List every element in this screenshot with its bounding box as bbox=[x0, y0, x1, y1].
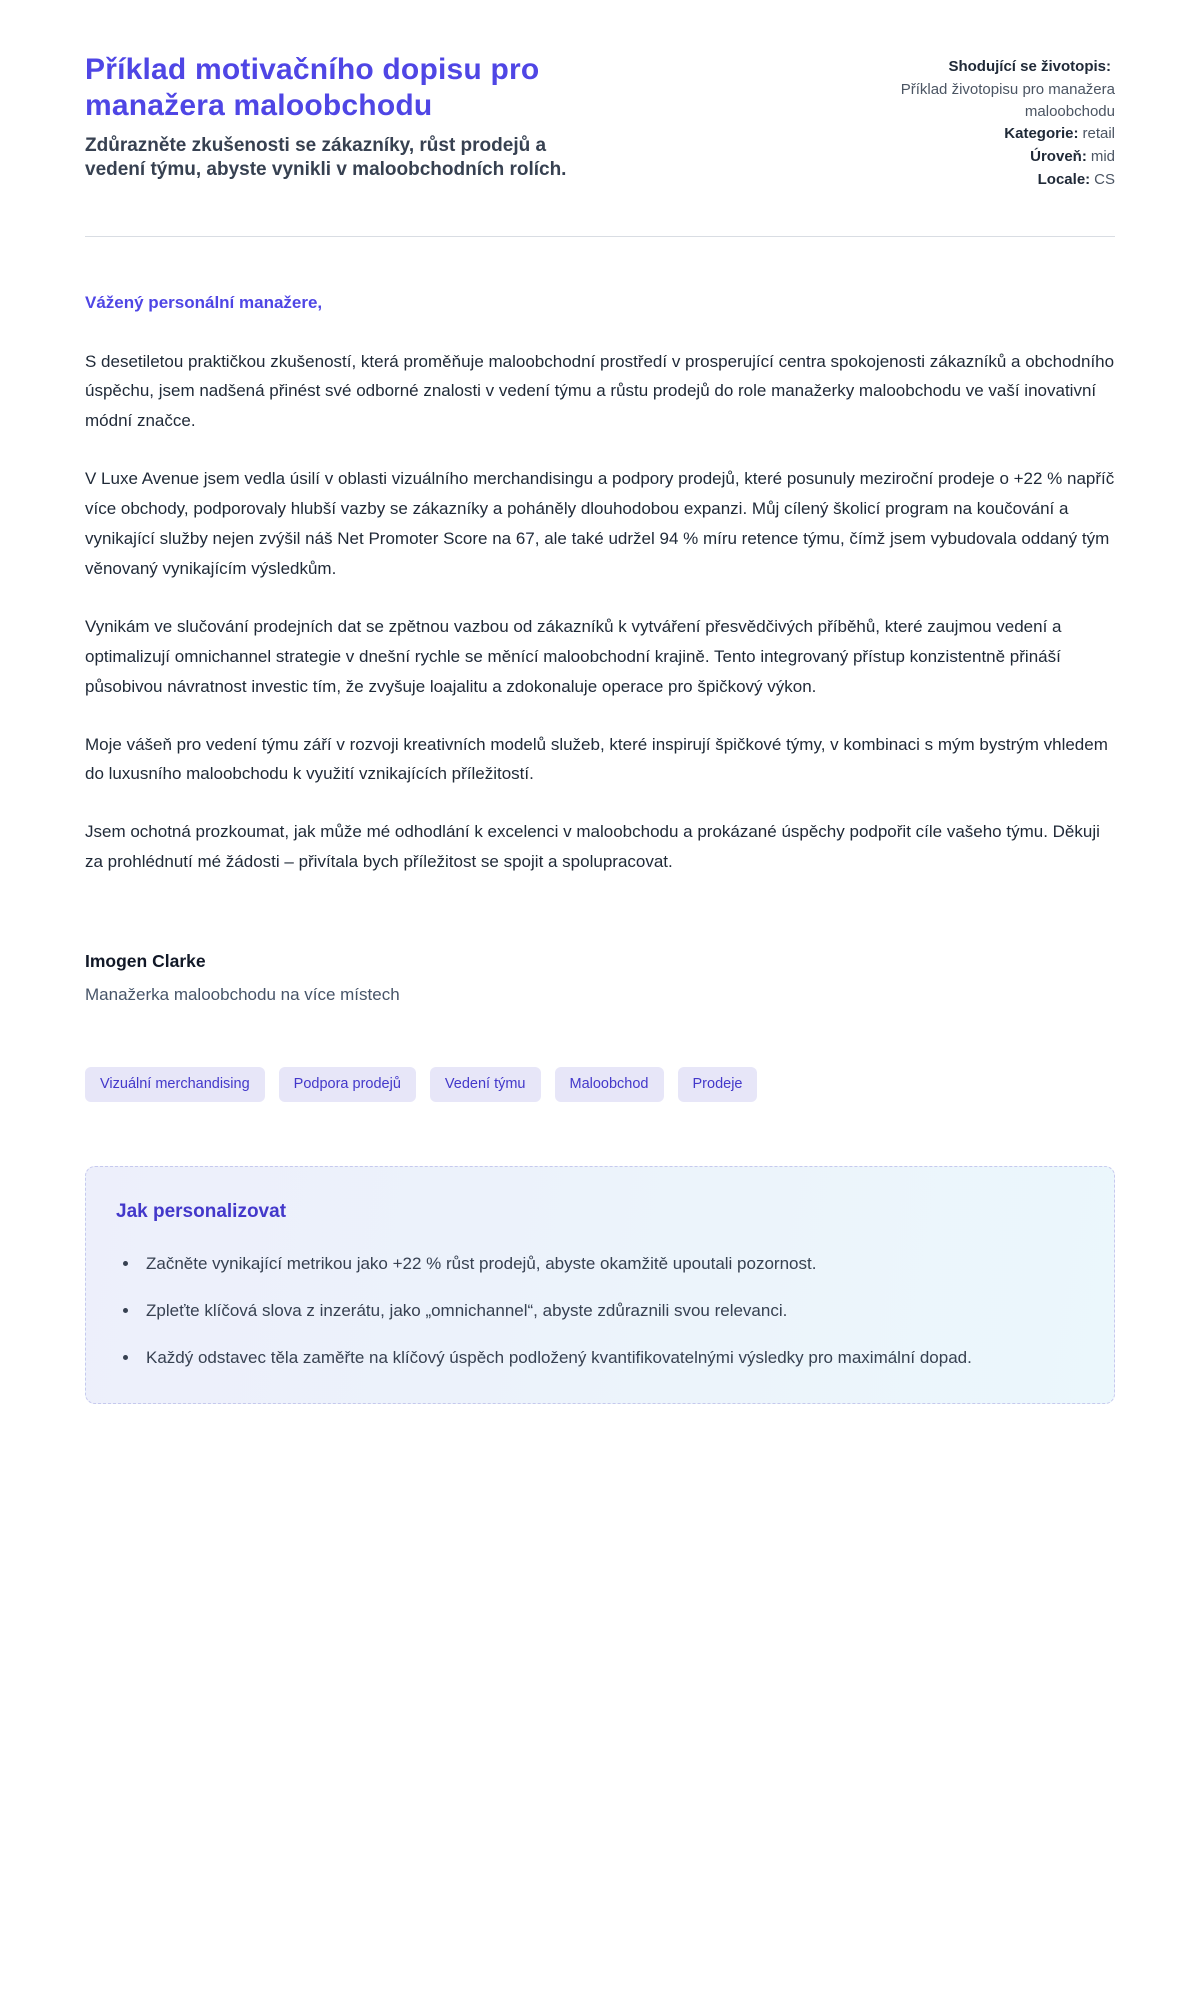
meta-matching-resume-value: Příklad životopisu pro manažera maloobchodu bbox=[900, 80, 1115, 120]
letter-paragraph: S desetiletou praktičkou zkušeností, která proměňuje maloobchodní prostředí v prosperující centra spokojenosti zákazníků a obchodního úspěchu, jsem nadšená přinést své odborné znalosti v vedení týmu a růstu prodejů do role manažerky maloobchodu ve vaší inovativní módní značce. bbox=[85, 351, 1115, 431]
meta-panel bbox=[853, 52, 1115, 192]
tag-vizualni-merchandising[interactable]: Vizuální merchandising bbox=[85, 1067, 265, 1102]
tag-maloobchod[interactable]: Maloobchod bbox=[555, 1067, 664, 1102]
signature-block bbox=[85, 951, 1115, 1005]
meta-locale-value: CS bbox=[1094, 170, 1115, 188]
signature-role: Manažerka maloobchodu na více místech bbox=[85, 985, 400, 1005]
page-subtitle: Zdůrazněte zkušenosti se zákazníky, růst prodejů a vedení týmu, abyste vynikli v maloobchodních rolích. bbox=[85, 135, 567, 181]
meta-category-value: retail bbox=[1082, 125, 1115, 143]
tag-prodeje[interactable]: Prodeje bbox=[678, 1067, 758, 1102]
meta-level bbox=[853, 146, 1115, 168]
letter-paragraph: Vynikám ve slučování prodejních dat se zpětnou vazbou od zákazníků k vytváření přesvědčivých příběhů, které zaujmou vedení a optimalizují omnichannel strategie v dnešní rychle se měnící maloobchodní krajině. Tento integrovaný přístup konzistentně přináší působivou návratnost investic tím, že zvyšuje loajalitu a zdokonaluje operace pro špičkový výkon. bbox=[85, 616, 1062, 696]
tag-vedeni-tymu[interactable]: Vedení týmu bbox=[430, 1067, 541, 1102]
signature-name: Imogen Clarke bbox=[85, 951, 206, 972]
personalize-list bbox=[116, 1249, 1084, 1374]
tag-podpora-prodeju[interactable]: Podpora prodejů bbox=[279, 1067, 416, 1102]
meta-category bbox=[853, 123, 1115, 145]
page-header bbox=[85, 52, 1115, 192]
skill-tags bbox=[85, 1067, 1115, 1102]
letter-salutation: Vážený personální manažere, bbox=[85, 292, 323, 312]
meta-locale-label: Locale: bbox=[1037, 170, 1091, 188]
personalize-tip: • Začněte vynikající metrikou jako +22 % růst prodejů, abyste okamžitě upoutali pozornost. bbox=[140, 1249, 1084, 1279]
letter-body bbox=[85, 293, 1115, 1006]
header-divider bbox=[85, 236, 1115, 237]
meta-locale bbox=[853, 169, 1115, 191]
personalize-tip: • Každý odstavec těla zaměřte na klíčový úspěch podložený kvantifikovatelnými výsledky pro maximální dopad. bbox=[140, 1343, 1084, 1373]
letter-paragraph: V Luxe Avenue jsem vedla úsilí v oblasti vizuálního merchandisingu a podpory prodejů, které posunuly meziroční prodeje o +22 % napříč více obchody, podporovaly hlubší vazby se zákazníky a poháněly dlouhodobou expanzi. Můj cílený školicí program na koučování a vynikající služby nejen zvýšil náš Net Promoter Score na 67, ale také udržel 94 % míru retence týmu, čímž jsem vybudovala oddaný tým věnovaný vynikajícím výsledkům. bbox=[85, 469, 1115, 578]
letter-paragraph: Jsem ochotná prozkoumat, jak může mé odhodlání k excelenci v maloobchodu a prokázané úspěchy podpořit cíle vašeho týmu. Děkuji za prohlédnutí mé žádosti – přivítala bych příležitost se spojit a spolupracovat. bbox=[85, 822, 1100, 872]
personalize-heading: Jak personalizovat bbox=[116, 1200, 287, 1222]
meta-category-label: Kategorie: bbox=[1004, 125, 1079, 143]
meta-level-label: Úroveň: bbox=[1030, 148, 1087, 165]
personalize-tips-box bbox=[85, 1166, 1115, 1405]
page-title: Příklad motivačního dopisu pro manažera maloobchodu bbox=[85, 53, 540, 122]
letter-paragraph: Moje vášeň pro vedení týmu září v rozvoji kreativních modelů služeb, které inspirují špičkové týmy, v kombinaci s mým bystrým vhledem do luxusního maloobchodu k využití vznikajících příležitostí. bbox=[85, 734, 1108, 784]
meta-level-value: mid bbox=[1090, 148, 1115, 165]
header-title-block bbox=[85, 52, 625, 183]
personalize-tip: • Zpleťte klíčová slova z inzerátu, jako „omnichannel“, abyste zdůraznili svou relevanci. bbox=[140, 1296, 1084, 1326]
meta-matching-resume-label: Shodující se životopis: bbox=[948, 58, 1111, 75]
